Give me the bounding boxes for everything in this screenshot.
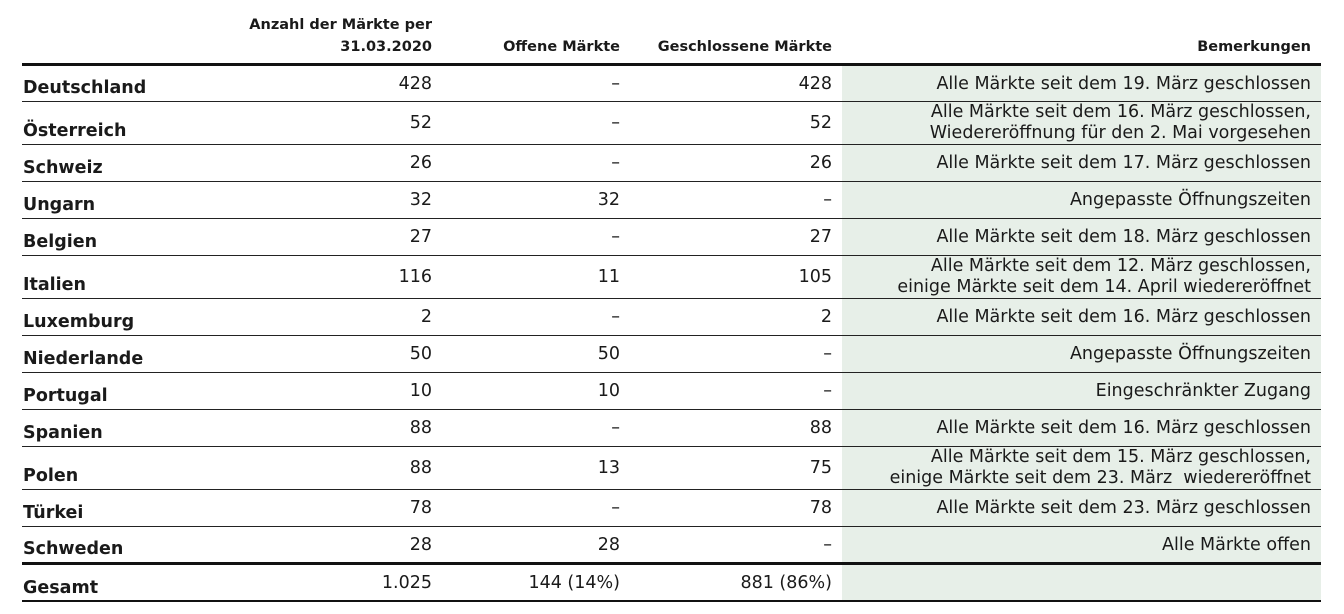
remarks-line: einige Märkte seit dem 23. März wiedereröffnet — [889, 468, 1311, 488]
header-open-markets: Offene Märkte — [442, 14, 630, 65]
remarks-line: Alle Märkte seit dem 16. März geschlossen, — [930, 102, 1311, 122]
open-markets-cell: – — [442, 219, 630, 256]
country-cell: Niederlande — [22, 336, 242, 373]
table-body — [22, 65, 1321, 564]
table-row — [22, 527, 1321, 564]
remarks-line: Alle Märkte seit dem 16. März geschlossen — [936, 307, 1311, 327]
remarks-line: Angepasste Öffnungszeiten — [1069, 190, 1311, 210]
total-closed-sum: 881 (86%) — [630, 564, 842, 602]
closed-markets-cell: 105 — [630, 256, 842, 299]
total-markets-cell: 50 — [242, 336, 442, 373]
total-markets-cell: 116 — [242, 256, 442, 299]
table-row — [22, 490, 1321, 527]
total-markets-cell: 32 — [242, 182, 442, 219]
table-row — [22, 256, 1321, 299]
remarks-line: Eingeschränkter Zugang — [1095, 381, 1311, 401]
open-markets-cell: 11 — [442, 256, 630, 299]
total-markets-cell: 88 — [242, 447, 442, 490]
remarks-line: Alle Märkte seit dem 18. März geschlossen — [936, 227, 1311, 247]
remarks-line: Alle Märkte seit dem 15. März geschlossen, — [930, 447, 1311, 467]
country-cell: Schweden — [23, 539, 124, 559]
remarks-cell — [842, 65, 1321, 102]
remarks-line: Alle Märkte seit dem 16. März geschlossen — [936, 418, 1311, 438]
table-footer — [22, 564, 1321, 602]
total-markets-cell: 10 — [242, 373, 442, 410]
total-markets-cell: 428 — [242, 65, 442, 102]
remarks-line: Alle Märkte offen — [1162, 534, 1311, 555]
open-markets-cell: 32 — [442, 182, 630, 219]
closed-markets-cell: – — [823, 534, 832, 555]
markets-table-container — [22, 14, 1321, 602]
header-remarks: Bemerkungen — [842, 14, 1321, 65]
closed-markets-cell: – — [630, 336, 842, 373]
table-row — [22, 410, 1321, 447]
total-markets-cell: 52 — [242, 102, 442, 145]
table-row — [22, 373, 1321, 410]
total-markets-sum: 1.025 — [242, 564, 442, 602]
table-row — [22, 145, 1321, 182]
total-row — [22, 564, 1321, 602]
total-markets-cell: 2 — [242, 299, 442, 336]
open-markets-cell: – — [442, 299, 630, 336]
remarks-cell — [842, 447, 1321, 490]
country-cell: Italien — [22, 256, 242, 299]
country-cell: Portugal — [22, 373, 242, 410]
total-markets-cell: 26 — [242, 145, 442, 182]
table-header — [22, 14, 1321, 65]
open-markets-cell: – — [442, 410, 630, 447]
open-markets-cell: – — [442, 490, 630, 527]
country-cell: Polen — [22, 447, 242, 490]
closed-markets-cell: 27 — [630, 219, 842, 256]
remarks-cell — [842, 256, 1321, 299]
total-markets-cell: 27 — [242, 219, 442, 256]
country-cell: Österreich — [22, 102, 242, 145]
total-markets-cell: 88 — [242, 410, 442, 447]
open-markets-cell: 50 — [442, 336, 630, 373]
table-row — [22, 182, 1321, 219]
remarks-line: Alle Märkte seit dem 19. März geschlossen — [936, 73, 1311, 94]
remarks-cell — [842, 410, 1321, 447]
country-cell: Belgien — [22, 219, 242, 256]
country-cell: Deutschland — [22, 65, 242, 102]
header-country — [22, 14, 242, 65]
remarks-cell — [842, 219, 1321, 256]
country-cell: Ungarn — [22, 182, 242, 219]
remarks-cell — [842, 336, 1321, 373]
open-markets-cell: 28 — [597, 534, 620, 555]
closed-markets-cell: – — [630, 373, 842, 410]
closed-markets-cell: 2 — [630, 299, 842, 336]
open-markets-cell: 13 — [442, 447, 630, 490]
remarks-cell — [842, 299, 1321, 336]
total-label: Gesamt — [22, 564, 242, 602]
remarks-line: einige Märkte seit dem 14. April wiedereröffnet — [897, 277, 1311, 297]
header-total-line1: Anzahl der Märkte per — [249, 17, 432, 33]
remarks-cell — [842, 527, 1321, 564]
open-markets-cell: – — [442, 65, 630, 102]
closed-markets-cell: 428 — [630, 65, 842, 102]
total-remark — [842, 564, 1321, 602]
remarks-cell — [842, 145, 1321, 182]
remarks-cell — [842, 490, 1321, 527]
open-markets-cell: 10 — [442, 373, 630, 410]
country-cell: Schweiz — [22, 145, 242, 182]
open-markets-cell: – — [442, 102, 630, 145]
table-row — [22, 447, 1321, 490]
remarks-cell — [842, 182, 1321, 219]
closed-markets-cell: 26 — [630, 145, 842, 182]
remarks-line: Alle Märkte seit dem 17. März geschlossen — [936, 153, 1311, 173]
remarks-cell — [842, 373, 1321, 410]
closed-markets-cell: – — [630, 182, 842, 219]
total-open-sum: 144 (14%) — [442, 564, 630, 602]
remarks-cell — [842, 102, 1321, 145]
country-cell: Türkei — [22, 490, 242, 527]
table-row — [22, 336, 1321, 373]
country-cell: Spanien — [22, 410, 242, 447]
remarks-line: Angepasste Öffnungszeiten — [1069, 344, 1311, 364]
table-row — [22, 299, 1321, 336]
closed-markets-cell: 88 — [630, 410, 842, 447]
open-markets-cell: – — [442, 145, 630, 182]
table-row — [22, 65, 1321, 102]
table-row — [22, 219, 1321, 256]
markets-table — [22, 14, 1321, 602]
header-total-markets — [242, 14, 442, 65]
closed-markets-cell: 75 — [630, 447, 842, 490]
closed-markets-cell: 78 — [630, 490, 842, 527]
header-total-line2: 31.03.2020 — [340, 39, 432, 55]
country-cell: Luxemburg — [22, 299, 242, 336]
remarks-line: Wiedereröffnung für den 2. Mai vorgesehen — [929, 123, 1311, 143]
table-row — [22, 102, 1321, 145]
total-markets-cell: 28 — [409, 534, 432, 555]
total-markets-cell: 78 — [242, 490, 442, 527]
header-closed-markets: Geschlossene Märkte — [630, 14, 842, 65]
remarks-line: Alle Märkte seit dem 12. März geschlossen, — [930, 256, 1311, 276]
closed-markets-cell: 52 — [630, 102, 842, 145]
remarks-line: Alle Märkte seit dem 23. März geschlossen — [936, 498, 1311, 518]
